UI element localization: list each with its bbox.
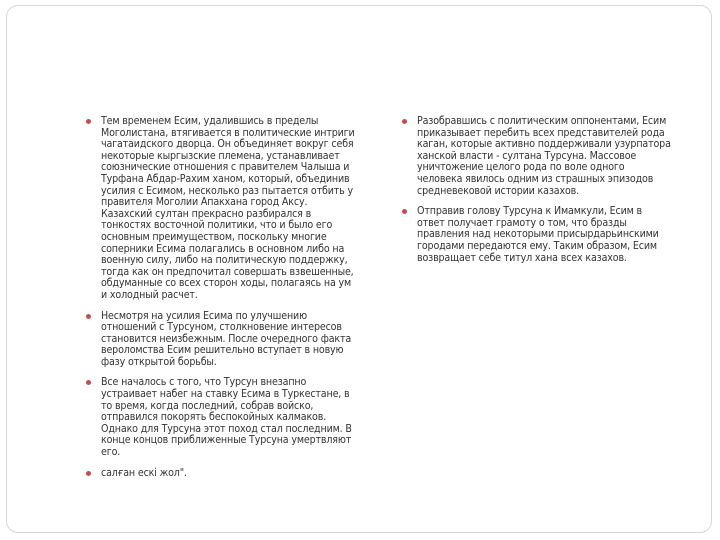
bullet-icon (86, 471, 91, 476)
list-item (86, 116, 358, 302)
left-bullet-list (86, 116, 358, 479)
paragraph-text: Несмотря на усилия Есима по улучшению отношений с Турсуном, столкновение интересов становится неизбежным. После очередного факта вероломства Есим решительно вступает в новую фазу открытой борьбы. (101, 309, 352, 368)
left-column (86, 116, 358, 488)
list-item (86, 377, 358, 458)
bullet-icon (86, 314, 91, 319)
paragraph-text: Разобравшись с политическим оппонентами, Есим приказывает перебить всех представителей рода каган, которые активно поддерживали узурпатора ханской власти - султана Турсуна. Массовое уничтожение целого рода по воле одного человека явилось одним из страшных эпизодов средневековой истории казахов. (417, 115, 671, 197)
bullet-icon (86, 380, 91, 385)
paragraph-text: Тем временем Есим, удалившись в пределы Моголистана, втягивается в политические интриги чагатаидского дворца. Он объединяет вокруг себя некоторые кыргызские племена, устанавливает союзнические отношения с правителем Чалыша и Турфана Абдар-Рахим ханом, который, объединив усилия с Есимом, несколько раз пытается отбить у правителя Моголии Апакхана город Аксу. Казахский султан прекрасно разбирался в тонкостях восточной политики, что и было его основным преимуществом, поскольку многие соперники Есима полагались в основном либо на военную силу, либо на политическую поддержку, тогда как он предпочитал совершать взвешенные, обдуманные со всех сторон ходы, полагаясь на ум и холодный расчет. (101, 115, 355, 301)
right-column (402, 116, 672, 273)
bullet-icon (86, 119, 91, 124)
list-item (402, 206, 672, 264)
paragraph-text: салған ескі жол". (101, 466, 187, 479)
list-item (86, 311, 358, 369)
list-item (402, 116, 672, 197)
list-item (86, 468, 358, 480)
bullet-icon (402, 209, 407, 214)
bullet-icon (402, 119, 407, 124)
right-bullet-list (402, 116, 672, 264)
paragraph-text: Отправив голову Турсуна к Имамкули, Есим в ответ получает грамоту о том, что бразды правления над некоторыми присырдарьинскими городами передаются ему. Таким образом, Есим возвращает себе титул хана всех казахов. (417, 205, 659, 264)
paragraph-text: Все началось с того, что Турсун внезапно устраивает набег на ставку Есима в Туркестане, в то время, когда последний, собрав войско, отправился покорять беспокойных калмаков. Однако для Турсуна этот поход стал последним. В конце концов приближенные Турсуна умертвляют его. (101, 376, 352, 459)
